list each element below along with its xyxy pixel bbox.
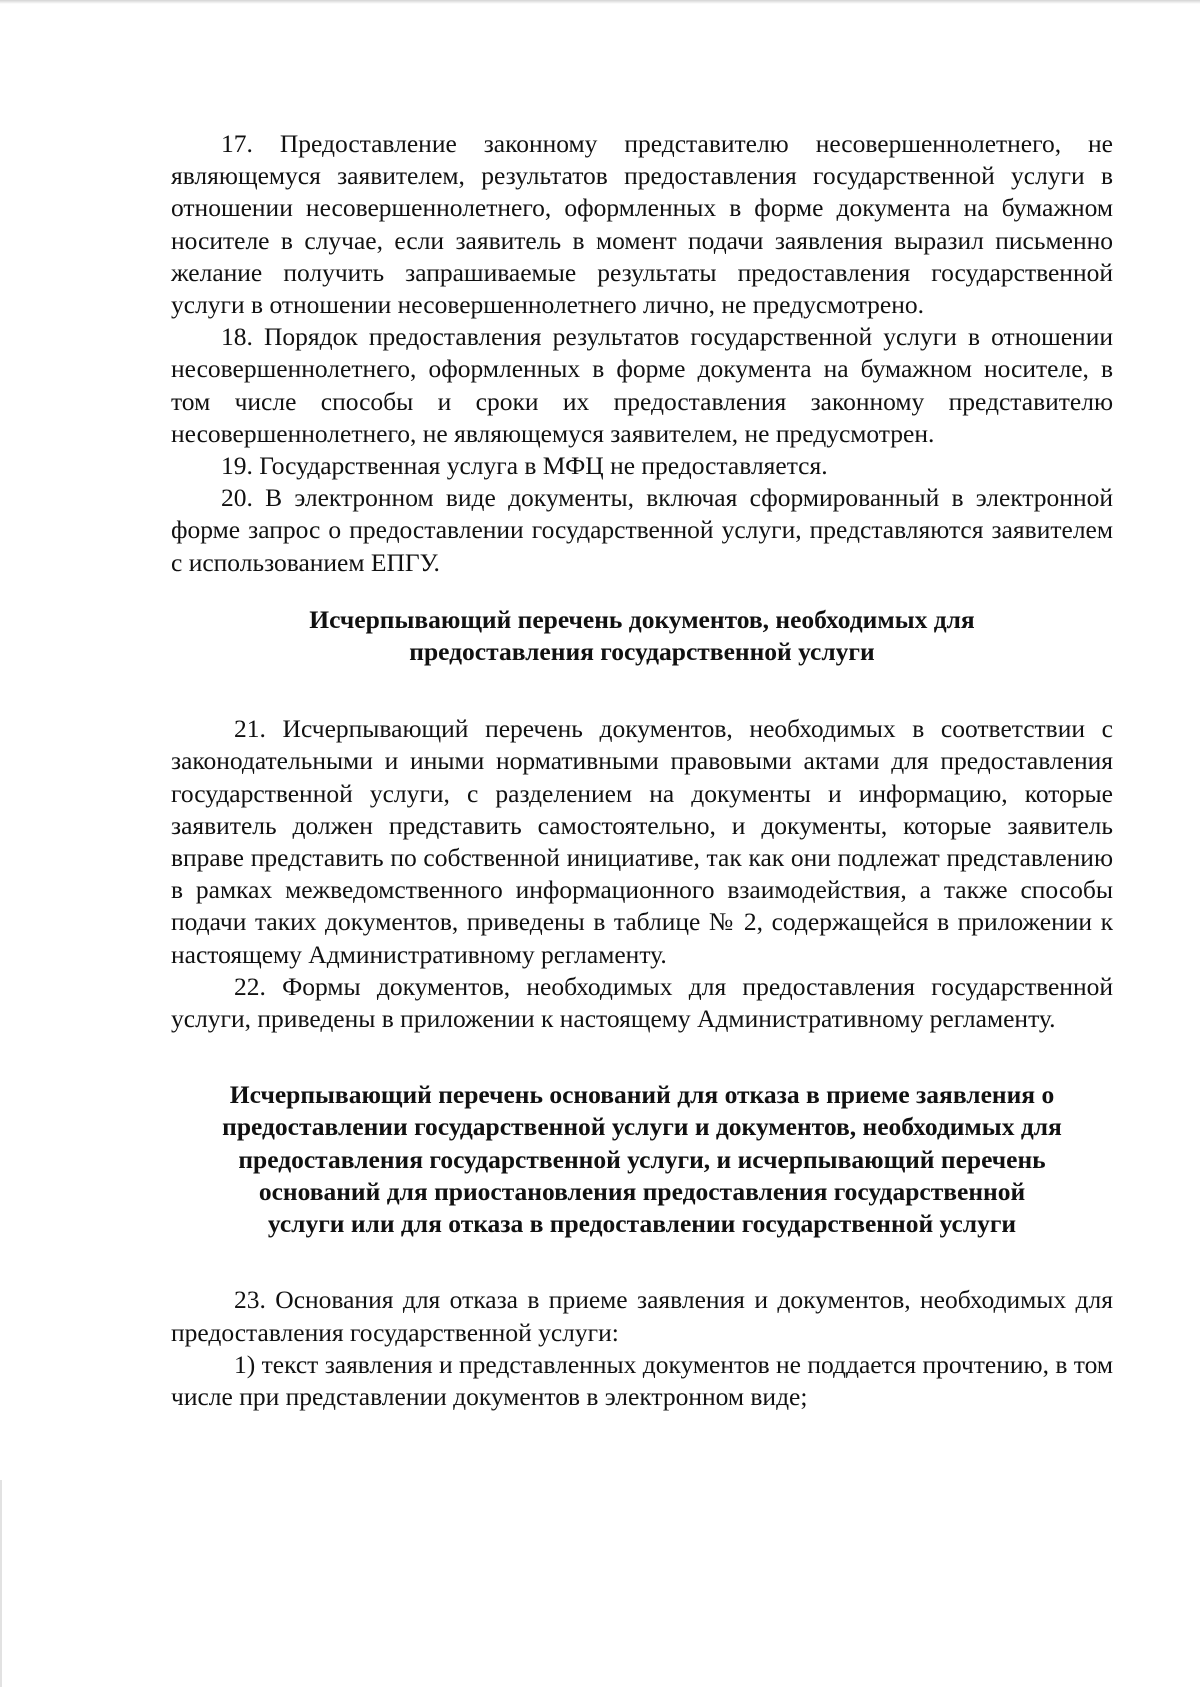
spacer bbox=[171, 579, 1113, 604]
section-heading-line: оснований для приостановления предоставления государственной bbox=[258, 1176, 1026, 1206]
section-heading-refusal-grounds bbox=[171, 1079, 1113, 1240]
spacer bbox=[171, 1035, 1113, 1079]
paragraph-18: 18. Порядок предоставления результатов государственной услуги в отношении несовершеннолетнего, оформленных в форме документа на бумажном носителе, в том числе способы и сроки их предоставления законному представителю несовершеннолетнего, не являющемуся заявителем, не предусмотрен. bbox=[171, 322, 1113, 448]
paragraph-23: 23. Основания для отказа в приеме заявления и документов, необходимых для предоставления государственной услуги: bbox=[171, 1285, 1113, 1347]
paragraph-23-item-1: 1) текст заявления и представленных документов не поддается прочтению, в том числе при представлении документов в электронном виде; bbox=[171, 1349, 1113, 1411]
section-heading-line: услуги или для отказа в предоставлении государственной услуги bbox=[267, 1209, 1017, 1239]
section-heading-line: предоставления государственной услуги bbox=[409, 637, 875, 667]
section-heading-line: предоставления государственной услуги, и исчерпывающий перечень bbox=[238, 1144, 1046, 1174]
section-heading-line: предоставлении государственной услуги и документов, необходимых для bbox=[222, 1112, 1062, 1142]
scan-left-edge bbox=[0, 1480, 2, 1687]
scan-top-edge bbox=[0, 0, 1200, 4]
spacer bbox=[171, 1240, 1113, 1284]
paragraph-17: 17. Предоставление законному представителю несовершеннолетнего, не являющемуся заявителем, результатов предоставления государственной услуги в отношении несовершеннолетнего, оформленных в форме документа на бумажном носителе в случае, если заявитель в момент подачи заявления выразил письменно желание получить запрашиваемые результаты предоставления государственной услуги в отношении несовершеннолетнего лично, не предусмотрено. bbox=[171, 129, 1113, 320]
section-heading-line: Исчерпывающий перечень документов, необходимых для bbox=[309, 604, 975, 634]
document-body bbox=[171, 128, 1113, 1413]
section-heading-line: Исчерпывающий перечень оснований для отказа в приеме заявления о bbox=[229, 1080, 1055, 1110]
spacer bbox=[171, 668, 1113, 713]
paragraph-20: 20. В электронном виде документы, включая сформированный в электронной форме запрос о предоставлении государственной услуги, представляются заявителем с использованием ЕПГУ. bbox=[171, 483, 1113, 577]
paragraph-21: 21. Исчерпывающий перечень документов, необходимых в соответствии с законодательными и иными нормативными правовыми актами для предоставления государственной услуги, с разделением на документы и информацию, которые заявитель должен представить самостоятельно, и документы, которые заявитель вправе представить по собственной инициативе, так как они подлежат представлению в рамках межведомственного информационного взаимодействия, а также способы подачи таких документов, приведены в таблице № 2, содержащейся в приложении к настоящему Административному регламенту. bbox=[171, 714, 1113, 969]
paragraph-22: 22. Формы документов, необходимых для предоставления государственной услуги, приведены в приложении к настоящему Административному регламенту. bbox=[171, 971, 1113, 1034]
paragraph-19: 19. Государственная услуга в МФЦ не предоставляется. bbox=[221, 451, 828, 481]
section-heading-documents bbox=[171, 604, 1113, 668]
